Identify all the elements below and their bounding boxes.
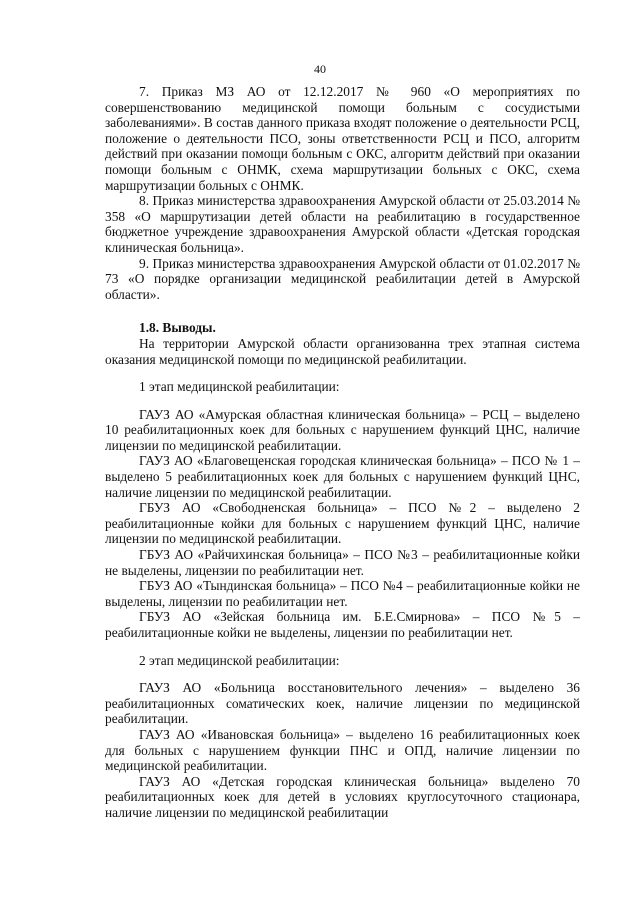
stage2-item: ГАУЗ АО «Ивановская больница» – выделено 16 реабилитационных коек для больных с нарушением функции ПНС и ОПД, наличие лицензии по медицинской реабилитации. bbox=[105, 726, 580, 774]
stage1-title: 1 этап медицинской реабилитации: bbox=[139, 379, 340, 395]
stage2-item: ГАУЗ АО «Больница восстановительного лечения» – выделено 36 реабилитационных соматических коек, наличие лицензии по медицинской реабилитации. bbox=[105, 680, 580, 727]
list-item-9: 9. Приказ министерства здравоохранения Амурской области от 01.02.2017 № 73 «О порядке организации медицинской реабилитации детей в Амурской области». bbox=[105, 255, 580, 302]
stage1-item: ГБУЗ АО «Зейская больница им. Б.Е.Смирнова» – ПСО №5 – реабилитационные койки не выделены, лицензии по реабилитации нет. bbox=[105, 609, 580, 640]
page-number: 40 bbox=[314, 62, 326, 76]
section-heading: 1.8. Выводы. bbox=[139, 320, 216, 336]
stage1-item: ГБУЗ АО «Свободненская больница» – ПСО №2 – выделено 2 реабилитационные койки для больных с нарушением функций ЦНС, наличие лицензии по медицинской реабилитации. bbox=[105, 500, 580, 547]
stage1-item: ГАУЗ АО «Амурская областная клиническая больница» – РСЦ – выделено 10 реабилитационных коек для больных с нарушением функций ЦНС, наличие лицензии по медицинской реабилитации. bbox=[105, 406, 580, 453]
stage2-item: ГАУЗ АО «Детская городская клиническая больница» выделено 70 реабилитационных коек для детей в условиях круглосуточного стационара, наличие лицензии по медицинской реабилитации bbox=[105, 773, 580, 820]
stage1-item: ГБУЗ АО «Тындинская больница» – ПСО №4 – реабилитационные койки не выделены, лицензии по реабилитации нет. bbox=[105, 578, 580, 609]
stage1-item: ГБУЗ АО «Райчихинская больница» – ПСО №3 – реабилитационные койки не выделены, лицензии по реабилитации нет. bbox=[105, 547, 580, 578]
document-body bbox=[105, 84, 580, 821]
intro-paragraph: На территории Амурской области организованна трех этапная система оказания медицинской помощи по медицинской реабилитации. bbox=[105, 335, 580, 367]
stage2-title: 2 этап медицинской реабилитации: bbox=[139, 652, 340, 668]
list-item-7: 7. Приказ МЗ АО от 12.12.2017 № 960 «О мероприятиях по совершенствованию медицинской помощи больным с сосудистыми заболеваниями». В состав данного приказа входят положение о деятельности РСЦ, положение о деятельности ПСО, зоны ответственности РСЦ и ПСО, алгоритм действий при оказании помощи больным с ОКС, алгоритм действий при оказании помощи больным с ОНМК, схема маршрутизации больных с ОКС, схема маршрутизации больных с ОНМК. bbox=[105, 84, 580, 193]
stage1-item: ГАУЗ АО «Благовещенская городская клиническая больница» – ПСО № 1 – выделено 5 реабилитационных коек для больных с нарушением функций ЦНС, наличие лицензии по медицинской реабилитации. bbox=[105, 453, 580, 500]
list-item-8: 8. Приказ министерства здравоохранения Амурской области от 25.03.2014 № 358 «О маршрутизации детей области на реабилитацию в государственное бюджетное учреждение здравоохранения Амурской области «Детская городская клиническая больница». bbox=[105, 193, 580, 255]
